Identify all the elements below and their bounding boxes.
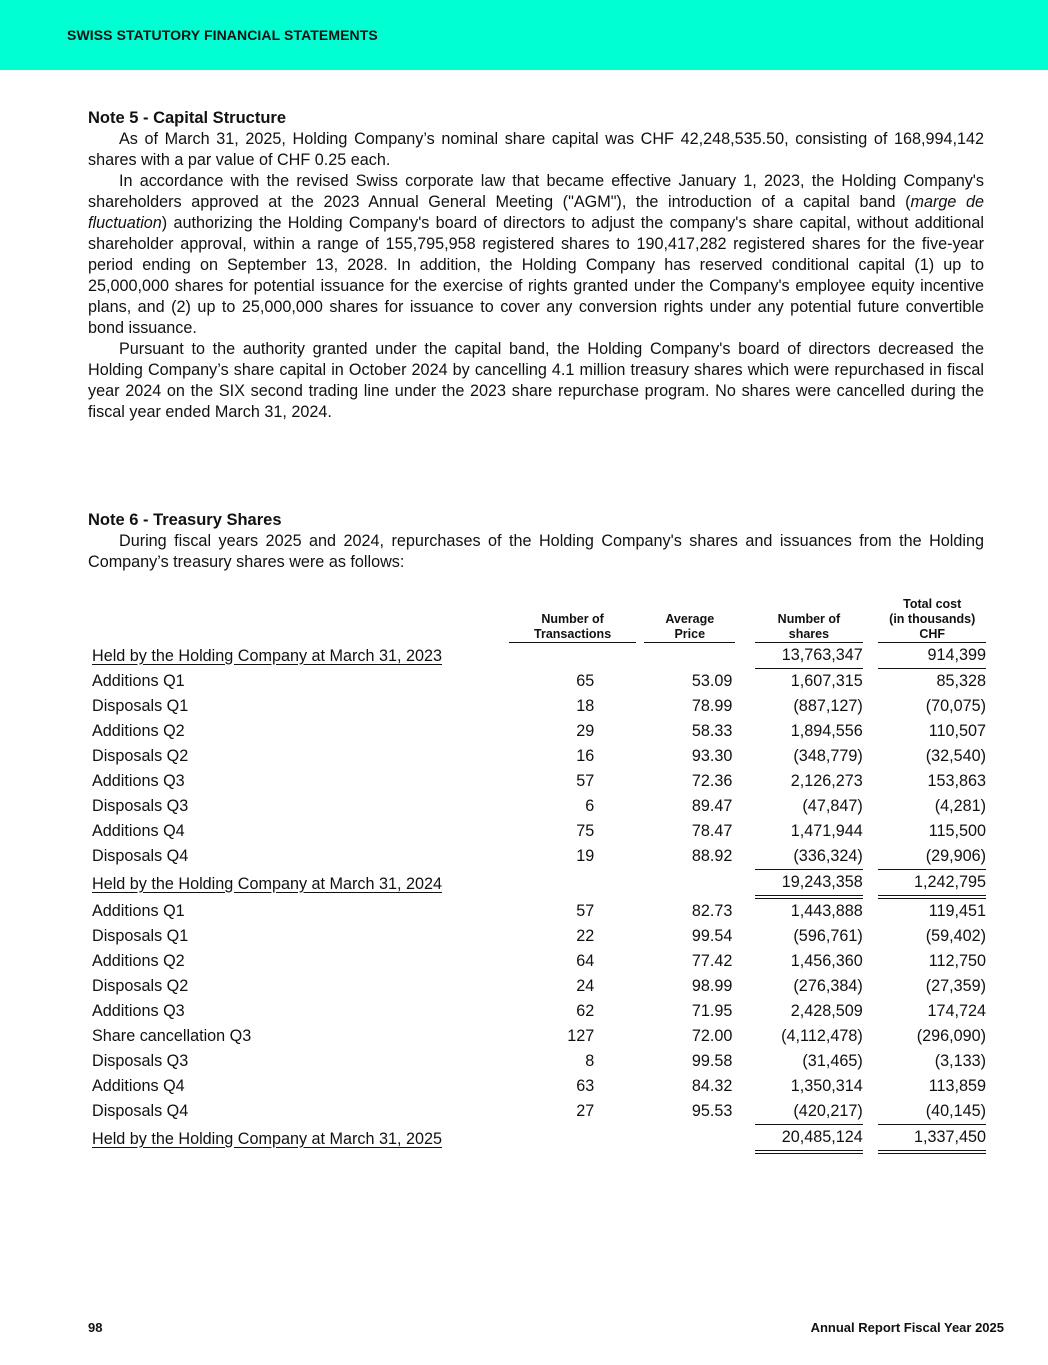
row-label: Additions Q4 xyxy=(92,1077,185,1095)
table-body xyxy=(88,643,986,1154)
average-price-cell: 72.36 xyxy=(691,772,733,790)
spacer xyxy=(636,1099,644,1124)
spacer xyxy=(735,744,755,769)
total-cost-cell: 1,337,450 xyxy=(878,1124,986,1154)
spacer xyxy=(863,924,879,949)
total-cost-cell: (32,540) xyxy=(925,747,986,765)
spacer xyxy=(863,974,879,999)
balance-label: Held by the Holding Company at March 31, 2025 xyxy=(92,1129,443,1148)
average-price-cell: 78.99 xyxy=(691,697,733,715)
spacer xyxy=(636,974,644,999)
spacer xyxy=(735,899,755,924)
total-cost-cell: (59,402) xyxy=(925,927,986,945)
average-price-cell: 53.09 xyxy=(691,672,733,690)
spacer xyxy=(863,1124,879,1154)
row-label xyxy=(88,1124,509,1154)
total-cost-cell: 115,500 xyxy=(928,822,986,840)
table-row xyxy=(88,924,986,949)
number-of-shares-cell: 1,350,314 xyxy=(790,1077,863,1095)
spacer xyxy=(735,769,755,794)
total-cost-cell: 113,859 xyxy=(928,1077,986,1095)
transactions-cell: 24 xyxy=(576,977,595,995)
number-of-shares-cell: 2,126,273 xyxy=(790,772,863,790)
row-label: Disposals Q2 xyxy=(92,977,189,995)
table-row xyxy=(88,819,986,844)
spacer xyxy=(735,974,755,999)
note-5-paragraph-3: Pursuant to the authority granted under the capital band, the Holding Company's board of directors decreased the Holding Company’s share capital in October 2024 by cancelling 4.1 million treasury shares which were repurchased in fiscal year 2024 on the SIX second trading line under the 2023 share repurchase program. No shares were cancelled during the fiscal year ended March 31, 2024. xyxy=(88,340,984,421)
table-row xyxy=(88,899,986,924)
table-row-balance xyxy=(88,869,986,899)
spacer xyxy=(636,794,644,819)
spacer xyxy=(863,744,879,769)
spacer xyxy=(636,669,644,694)
total-cost-cell: 112,750 xyxy=(928,952,986,970)
transactions-cell: 19 xyxy=(576,847,595,865)
treasury-shares-table xyxy=(88,597,986,1154)
spacer xyxy=(636,924,644,949)
table-row xyxy=(88,694,986,719)
total-cost-cell: (27,359) xyxy=(925,977,986,995)
section-title: SWISS STATUTORY FINANCIAL STATEMENTS xyxy=(67,27,378,43)
row-label: Additions Q2 xyxy=(92,722,185,740)
total-cost-cell: (70,075) xyxy=(925,697,986,715)
spacer xyxy=(735,924,755,949)
spacer xyxy=(863,643,879,669)
spacer xyxy=(863,1099,879,1124)
spacer xyxy=(636,899,644,924)
total-cost-cell: 153,863 xyxy=(927,772,986,790)
average-price-cell: 98.99 xyxy=(691,977,733,995)
spacer xyxy=(735,794,755,819)
average-price-cell: 95.53 xyxy=(691,1102,733,1120)
total-cost-cell: (4,281) xyxy=(934,797,986,815)
average-price-cell xyxy=(644,643,735,669)
spacer xyxy=(863,719,879,744)
spacer xyxy=(735,1124,755,1154)
table-row xyxy=(88,1049,986,1074)
number-of-shares-cell: (336,324) xyxy=(793,847,863,865)
total-cost-cell: (296,090) xyxy=(916,1027,986,1045)
spacer xyxy=(863,1049,879,1074)
average-price-cell: 88.92 xyxy=(691,847,733,865)
spacer xyxy=(735,694,755,719)
transactions-cell: 75 xyxy=(576,822,595,840)
note-6-intro: During fiscal years 2025 and 2024, repurchases of the Holding Company's shares and issuances from the Holding Company’s treasury shares were as follows: xyxy=(88,532,984,571)
average-price-cell: 89.47 xyxy=(691,797,733,815)
transactions-cell: 29 xyxy=(576,722,595,740)
note-6-section xyxy=(88,509,984,573)
average-price-cell: 58.33 xyxy=(691,722,733,740)
spacer xyxy=(735,669,755,694)
transactions-cell: 64 xyxy=(576,952,595,970)
number-of-shares-cell: 1,607,315 xyxy=(790,672,863,690)
total-cost-cell: 1,242,795 xyxy=(878,869,986,899)
total-cost-cell: (29,906) xyxy=(925,847,986,865)
row-label: Share cancellation Q3 xyxy=(92,1027,252,1045)
spacer xyxy=(636,769,644,794)
table-row xyxy=(88,744,986,769)
row-label: Additions Q3 xyxy=(92,772,185,790)
total-cost-cell: 110,507 xyxy=(928,722,986,740)
header-label-blank xyxy=(88,597,509,643)
note-5-title: Note 5 - Capital Structure xyxy=(88,109,287,127)
total-cost-cell: (40,145) xyxy=(925,1102,986,1120)
table-row xyxy=(88,669,986,694)
number-of-shares-cell: 1,456,360 xyxy=(790,952,863,970)
number-of-shares-cell: (348,779) xyxy=(793,747,863,765)
note-5-paragraph-2 xyxy=(88,171,984,339)
number-of-shares-cell: 1,471,944 xyxy=(790,822,863,840)
table-row xyxy=(88,949,986,974)
spacer xyxy=(735,643,755,669)
number-of-shares-cell: (596,761) xyxy=(793,927,863,945)
number-of-shares-cell: (31,465) xyxy=(802,1052,863,1070)
transactions-cell: 6 xyxy=(585,797,595,815)
average-price-cell xyxy=(644,1124,735,1154)
table-row xyxy=(88,999,986,1024)
spacer xyxy=(863,694,879,719)
spacer xyxy=(735,1074,755,1099)
average-price-cell: 99.54 xyxy=(691,927,733,945)
spacer xyxy=(863,669,879,694)
row-label: Additions Q2 xyxy=(92,952,185,970)
table-row xyxy=(88,719,986,744)
page-number: 98 xyxy=(88,1320,103,1335)
row-label: Disposals Q4 xyxy=(92,847,189,865)
number-of-shares-cell: (47,847) xyxy=(802,797,863,815)
transactions-cell: 8 xyxy=(585,1052,595,1070)
transactions-cell: 27 xyxy=(576,1102,595,1120)
spacer xyxy=(863,1024,879,1049)
number-of-shares-cell: 20,485,124 xyxy=(755,1124,863,1154)
table-row-balance xyxy=(88,1124,986,1154)
note-5-p2-text-a: In accordance with the revised Swiss corporate law that became effective January 1, 2023, the Holding Company's shareholders approved at the 2023 Annual General Meeting ("AGM"), the introduction of a capital band ( xyxy=(88,172,984,211)
number-of-shares-cell: 13,763,347 xyxy=(755,643,863,669)
number-of-shares-cell: 2,428,509 xyxy=(790,1002,863,1020)
row-label: Disposals Q3 xyxy=(92,1052,189,1070)
table-row xyxy=(88,1074,986,1099)
report-title: Annual Report Fiscal Year 2025 xyxy=(810,1320,1004,1335)
spacer xyxy=(636,1074,644,1099)
spacer xyxy=(636,694,644,719)
spacer xyxy=(636,1049,644,1074)
spacer xyxy=(735,869,755,899)
transactions-cell: 16 xyxy=(576,747,595,765)
spacer xyxy=(735,949,755,974)
average-price-cell: 72.00 xyxy=(691,1027,733,1045)
transactions-cell xyxy=(509,1124,636,1154)
row-label xyxy=(88,643,509,669)
spacer xyxy=(735,819,755,844)
spacer xyxy=(636,744,644,769)
spacer xyxy=(636,869,644,899)
spacer xyxy=(735,719,755,744)
spacer xyxy=(636,949,644,974)
table-row-balance xyxy=(88,643,986,669)
spacer xyxy=(636,1024,644,1049)
spacer xyxy=(636,844,644,869)
header-total-cost: Total cost (in thousands) CHF xyxy=(878,597,986,643)
spacer xyxy=(863,999,879,1024)
total-cost-cell: (3,133) xyxy=(934,1052,986,1070)
number-of-shares-cell: 1,443,888 xyxy=(790,902,863,920)
spacer xyxy=(735,1024,755,1049)
number-of-shares-cell: (276,384) xyxy=(793,977,863,995)
number-of-shares-cell: (420,217) xyxy=(793,1102,863,1120)
average-price-cell: 99.58 xyxy=(691,1052,733,1070)
table-row xyxy=(88,974,986,999)
header-transactions: Number of Transactions xyxy=(509,597,636,643)
total-cost-cell: 85,328 xyxy=(936,672,986,690)
table-row xyxy=(88,794,986,819)
transactions-cell: 127 xyxy=(567,1027,595,1045)
transactions-cell: 63 xyxy=(576,1077,595,1095)
transactions-cell xyxy=(509,643,636,669)
number-of-shares-cell: 1,894,556 xyxy=(790,722,863,740)
table-row xyxy=(88,844,986,869)
row-label: Disposals Q3 xyxy=(92,797,189,815)
table-row xyxy=(88,1024,986,1049)
spacer xyxy=(863,819,879,844)
spacer xyxy=(636,719,644,744)
average-price-cell: 84.32 xyxy=(691,1077,733,1095)
total-cost-cell: 174,724 xyxy=(927,1002,986,1020)
header-average-price: Average Price xyxy=(644,597,735,643)
row-label xyxy=(88,869,509,899)
balance-label: Held by the Holding Company at March 31, 2024 xyxy=(92,874,443,893)
row-label: Disposals Q2 xyxy=(92,747,189,765)
row-label: Additions Q4 xyxy=(92,822,185,840)
average-price-cell: 78.47 xyxy=(691,822,733,840)
header-number-of-shares: Number of shares xyxy=(755,597,863,643)
table-row xyxy=(88,769,986,794)
row-label: Disposals Q1 xyxy=(92,927,189,945)
spacer xyxy=(863,844,879,869)
spacer xyxy=(735,1099,755,1124)
transactions-cell: 65 xyxy=(576,672,595,690)
average-price-cell: 82.73 xyxy=(691,902,733,920)
note-5-p2-text-b: ) authorizing the Holding Company's board of directors to adjust the company's share capital, without additional shareholder approval, within a range of 155,795,958 registered shares to 190,417,282 registered shares for the five-year period ending on September 13, 2028. In addition, the Holding Company has reserved conditional capital (1) up to 25,000,000 shares for potential issuance for the exercise of rights granted under the Company's employee equity incentive plans, and (2) up to 25,000,000 shares for issuance to cover any conversion rights under any potential future convertible bond issuance. xyxy=(88,214,984,337)
spacer xyxy=(735,1049,755,1074)
transactions-cell: 62 xyxy=(576,1002,595,1020)
number-of-shares-cell: (887,127) xyxy=(793,697,863,715)
spacer xyxy=(636,819,644,844)
spacer xyxy=(735,999,755,1024)
balance-label: Held by the Holding Company at March 31, 2023 xyxy=(92,646,443,665)
spacer xyxy=(863,869,879,899)
row-label: Additions Q1 xyxy=(92,902,185,920)
row-label: Additions Q1 xyxy=(92,672,185,690)
table-header-row xyxy=(88,597,986,643)
row-label: Disposals Q4 xyxy=(92,1102,189,1120)
spacer xyxy=(863,899,879,924)
note-5-paragraph-1: As of March 31, 2025, Holding Company’s nominal share capital was CHF 42,248,535.50, consisting of 168,994,142 shares with a par value of CHF 0.25 each. xyxy=(88,130,984,169)
row-label: Disposals Q1 xyxy=(92,697,189,715)
note-6-title: Note 6 - Treasury Shares xyxy=(88,511,282,529)
transactions-cell: 18 xyxy=(576,697,595,715)
spacer xyxy=(636,1124,644,1154)
spacer xyxy=(863,769,879,794)
spacer xyxy=(636,999,644,1024)
transactions-cell: 57 xyxy=(576,772,595,790)
average-price-cell: 71.95 xyxy=(691,1002,733,1020)
average-price-cell: 77.42 xyxy=(691,952,733,970)
transactions-cell: 57 xyxy=(576,902,595,920)
spacer xyxy=(863,794,879,819)
spacer xyxy=(863,1074,879,1099)
header-band xyxy=(0,0,1048,70)
transactions-cell: 22 xyxy=(576,927,595,945)
spacer xyxy=(863,949,879,974)
average-price-cell xyxy=(644,869,735,899)
average-price-cell: 93.30 xyxy=(691,747,733,765)
table-row xyxy=(88,1099,986,1124)
transactions-cell xyxy=(509,869,636,899)
row-label: Additions Q3 xyxy=(92,1002,185,1020)
number-of-shares-cell: 19,243,358 xyxy=(755,869,863,899)
note-5-p2-italic: marge de fluctuation xyxy=(88,193,985,232)
number-of-shares-cell: (4,112,478) xyxy=(781,1027,863,1045)
total-cost-cell: 914,399 xyxy=(878,643,986,669)
total-cost-cell: 119,451 xyxy=(928,902,986,920)
note-5-section xyxy=(88,107,984,423)
spacer xyxy=(735,844,755,869)
spacer xyxy=(636,643,644,669)
